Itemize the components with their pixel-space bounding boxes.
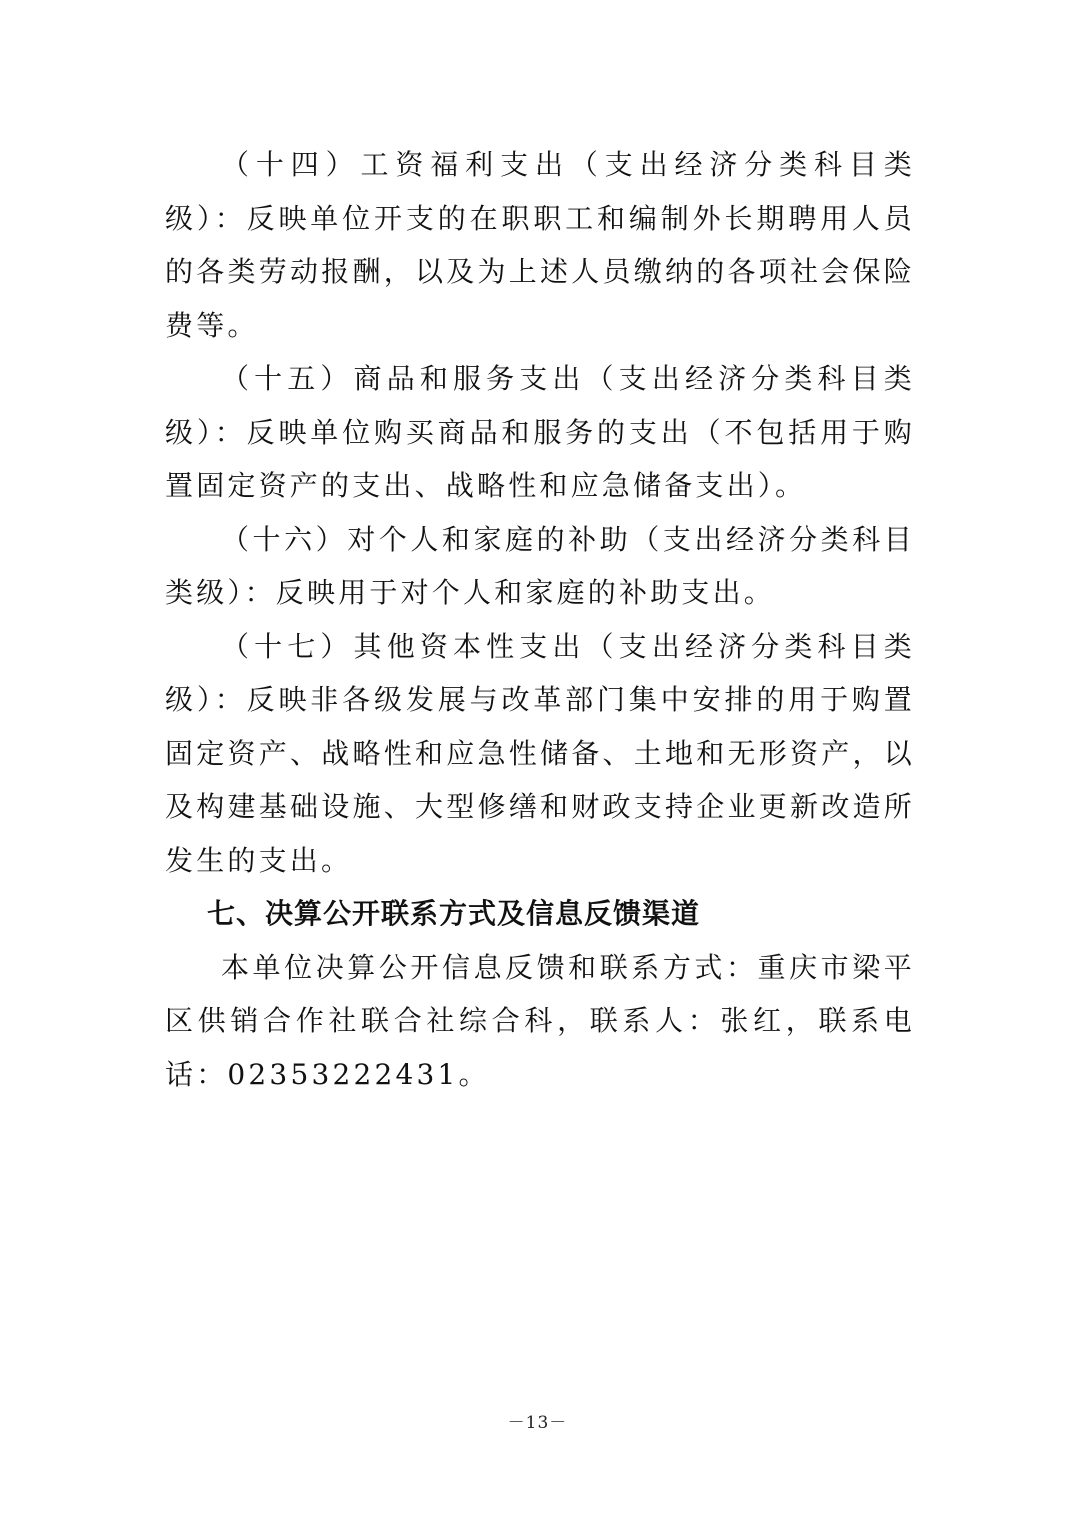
paragraph-other-capital: （十七）其他资本性支出（支出经济分类科目类级）：反映非各级发展与改革部门集中安排的用于购置固定资产、战略性和应急性储备、土地和无形资产，以及构建基础设施、大型修缮和财政支持企业更新改造所发生的支出。 [165,629,915,877]
paragraph-contact: 本单位决算公开信息反馈和联系方式：重庆市梁平区供销合作社联合社综合科，联系人：张红，联系电话：02353222431。 [165,950,915,1091]
paragraph-goods-services: （十五）商品和服务支出（支出经济分类科目类级）：反映单位购买商品和服务的支出（不包括用于购置固定资产的支出、战略性和应急储备支出）。 [165,362,915,502]
section-heading: 七、决算公开联系方式及信息反馈渠道 [207,897,701,930]
document-body [165,138,915,1101]
paragraph-wage-welfare: （十四）工资福利支出（支出经济分类科目类级）：反映单位开支的在职职工和编制外长期聘用人员的各类劳动报酬，以及为上述人员缴纳的各项社会保险费等。 [165,148,915,342]
page-number: －13－ [507,1413,568,1433]
paragraph-household-subsidy: （十六）对个人和家庭的补助（支出经济分类科目类级）：反映用于对个人和家庭的补助支出。 [165,522,915,609]
